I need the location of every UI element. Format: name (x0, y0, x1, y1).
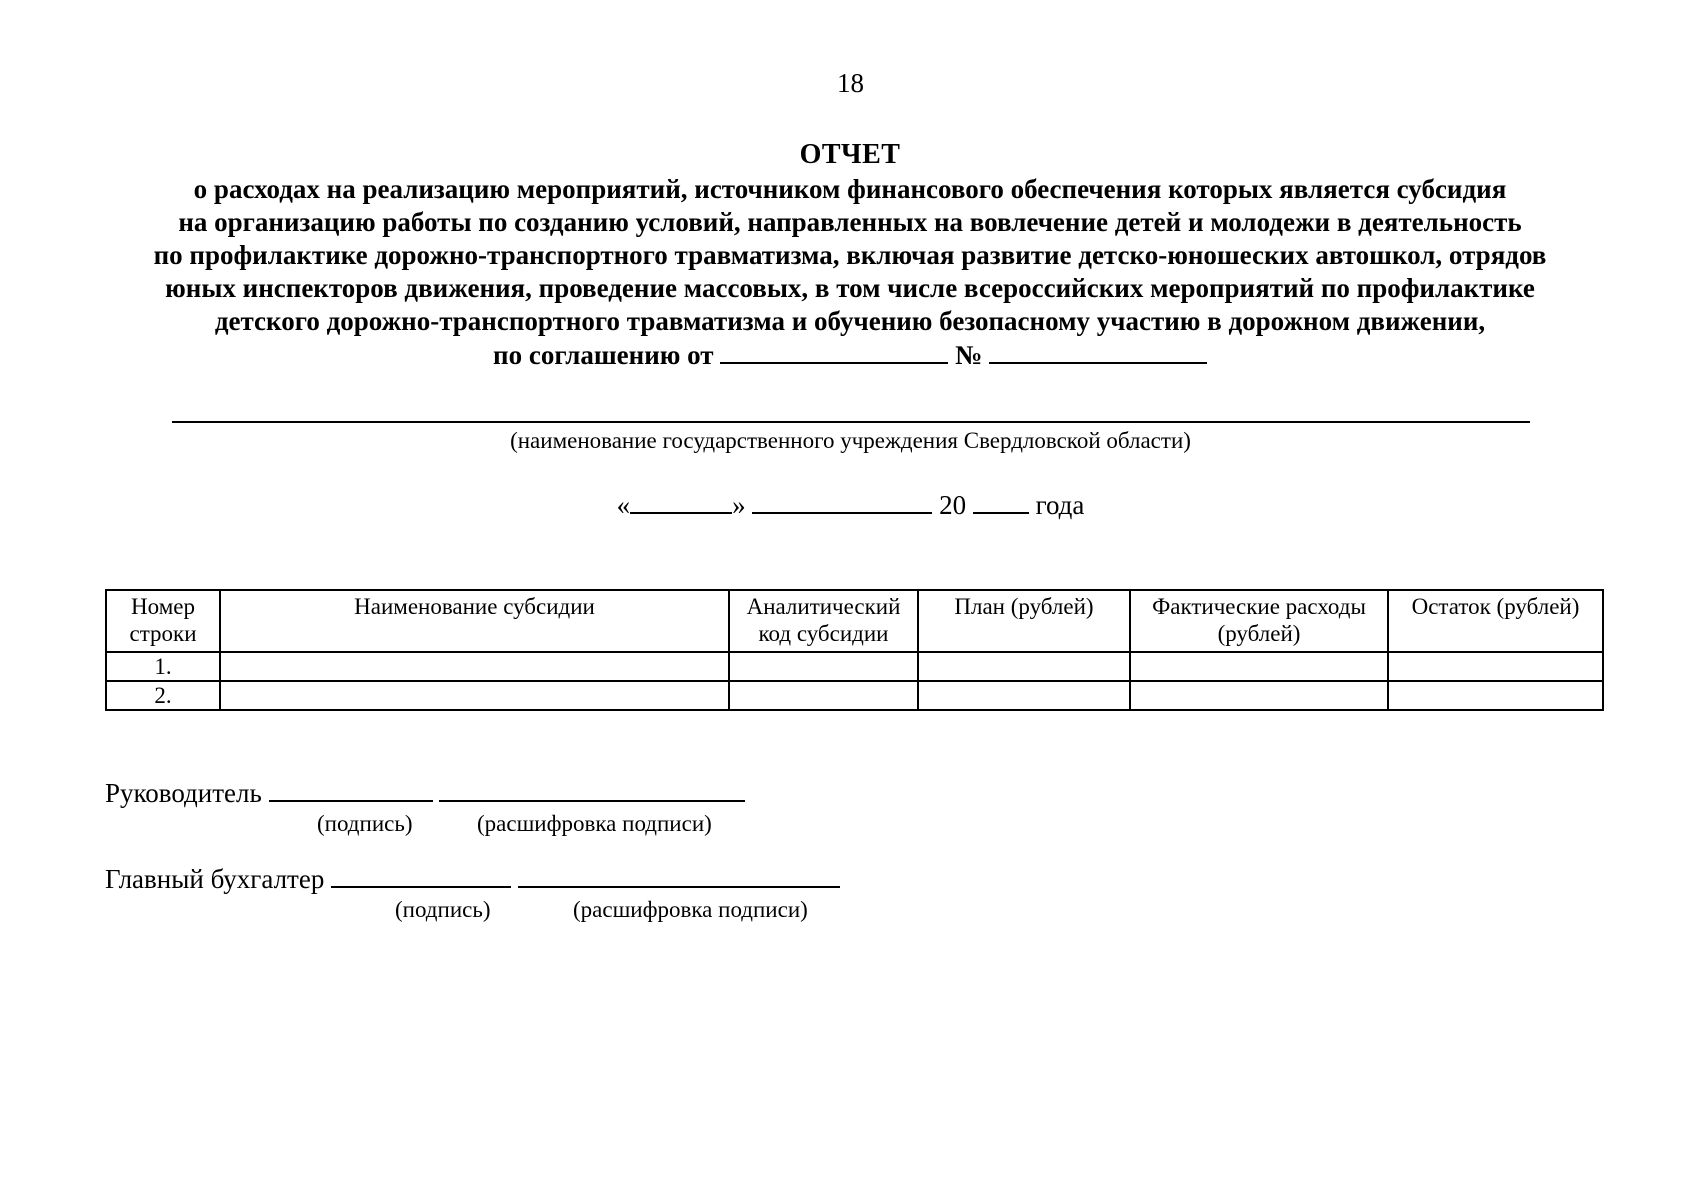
head-label: Руководитель (105, 778, 262, 808)
header-remainder: Остаток (рублей) (1388, 590, 1603, 652)
head-decoding-caption: (расшифровка подписи) (477, 811, 712, 836)
row-number-cell: 1. (106, 652, 220, 681)
agreement-number-sign: № (955, 340, 983, 370)
date-year-blank[interactable] (973, 490, 1029, 514)
date-day-blank[interactable] (630, 490, 732, 514)
date-month-blank[interactable] (752, 490, 932, 514)
header-row-number: Номер строки (106, 590, 220, 652)
head-decoding-blank[interactable] (439, 778, 745, 802)
report-title: ОТЧЕТ (799, 139, 901, 170)
head-signature-caption: (подпись) (317, 811, 413, 836)
header-subsidy-name: Наименование субсидии (220, 590, 729, 652)
date-century: 20 (939, 490, 967, 520)
accountant-signature-blank[interactable] (331, 864, 511, 888)
report-subtitle-line-5: детского дорожно-транспортного травматизма и обучению безопасному участию в дорожном движении, (214, 306, 1486, 336)
remainder-cell[interactable] (1388, 652, 1603, 681)
head-signature-blank[interactable] (269, 778, 433, 802)
accountant-signature-line (105, 864, 840, 895)
table-row (106, 652, 1603, 681)
row-number-cell: 2. (106, 681, 220, 710)
subsidy-name-cell[interactable] (220, 681, 729, 710)
analytic-code-cell[interactable] (729, 681, 918, 710)
header-analytic-code: Аналитический код субсидии (729, 590, 918, 652)
subsidy-name-cell[interactable] (220, 652, 729, 681)
table-row (106, 681, 1603, 710)
actual-expenses-cell[interactable] (1130, 652, 1388, 681)
page-number: 18 (837, 68, 864, 98)
analytic-code-cell[interactable] (729, 652, 918, 681)
organization-caption: (наименование государственного учреждения Свердловской области) (510, 428, 1191, 453)
agreement-line (80, 338, 1620, 372)
agreement-date-blank[interactable] (720, 338, 948, 364)
actual-expenses-cell[interactable] (1130, 681, 1388, 710)
date-close-quote: » (732, 490, 746, 520)
head-signature-line (105, 778, 745, 809)
report-subtitle-line-3: по профилактике дорожно-транспортного травматизма, включая развитие детско-юношеских автошкол, отрядов (153, 240, 1547, 270)
agreement-number-blank[interactable] (989, 338, 1207, 364)
organization-name-blank[interactable] (172, 421, 1530, 423)
report-title-block (80, 138, 1620, 372)
date-open-quote: « (616, 490, 631, 520)
report-subtitle-line-4: юных инспекторов движения, проведение массовых, в том числе всероссийских мероприятий по профилактике (165, 273, 1535, 303)
remainder-cell[interactable] (1388, 681, 1603, 710)
plan-cell[interactable] (918, 652, 1130, 681)
date-year-word: года (1035, 490, 1085, 520)
accountant-label: Главный бухгалтер (105, 864, 325, 894)
table-header-row (106, 590, 1603, 652)
accountant-decoding-caption: (расшифровка подписи) (573, 897, 808, 922)
header-plan: План (рублей) (918, 590, 1130, 652)
header-actual-expenses: Фактические расходы (рублей) (1130, 590, 1388, 652)
accountant-signature-caption: (подпись) (395, 897, 491, 922)
agreement-prefix: по соглашению от (493, 340, 714, 370)
report-subtitle-line-2: на организацию работы по созданию условий, направленных на вовлечение детей и молодежи в деятельность (178, 207, 1522, 237)
accountant-decoding-blank[interactable] (518, 864, 840, 888)
report-date-line (0, 490, 1701, 521)
report-table (105, 589, 1604, 711)
report-subtitle-line-1: о расходах на реализацию мероприятий, источником финансового обеспечения которых является субсидия (193, 174, 1507, 204)
plan-cell[interactable] (918, 681, 1130, 710)
